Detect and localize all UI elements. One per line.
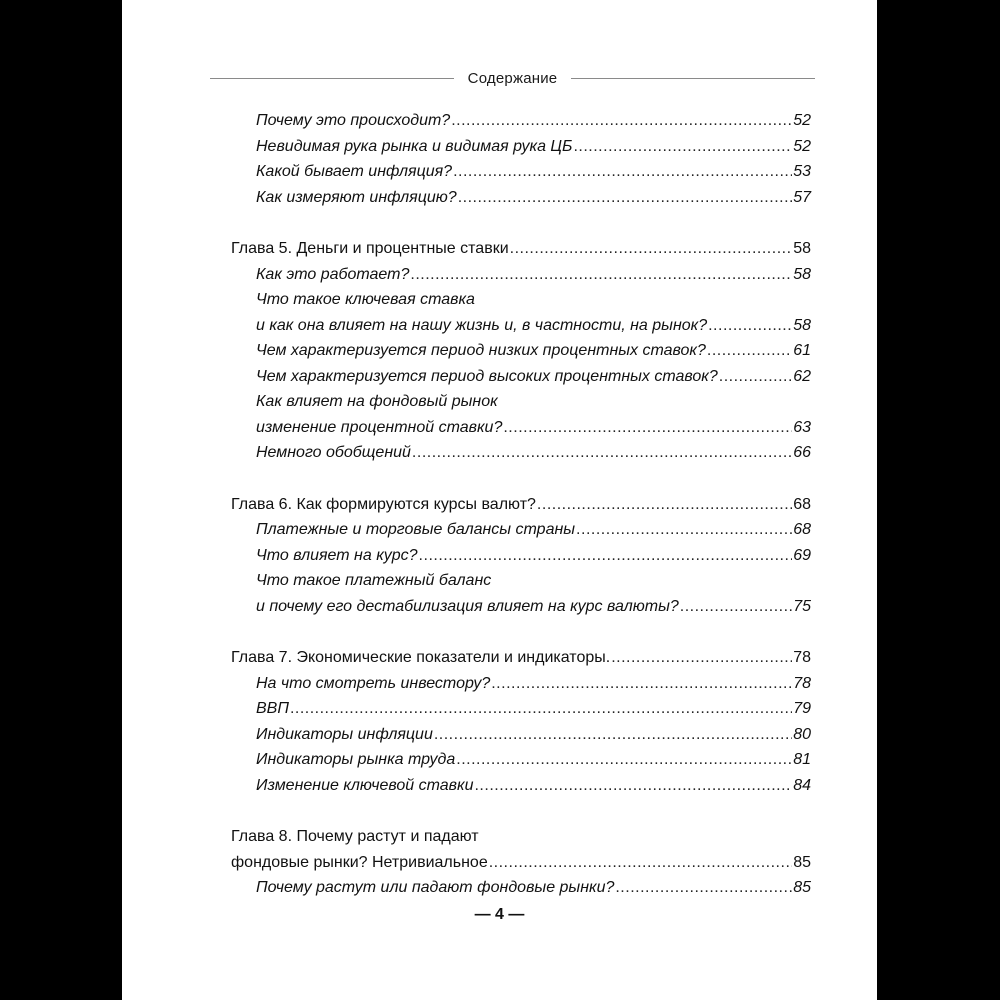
toc-page-number: 85 [793,879,811,896]
toc-chapter-entry[interactable] [231,850,811,876]
toc-entry-title: Как влияет на фондовый рынок [256,393,498,410]
toc-page-number: 78 [793,649,811,666]
toc-entry-title: Почему растут или падают фондовые рынки? [256,879,615,896]
toc-subentry[interactable] [231,262,811,288]
toc-entry-title: Немного обобщений [256,444,411,461]
dot-leader [708,313,792,339]
table-of-contents [231,108,811,901]
toc-chapter-entry[interactable] [231,645,811,671]
section-gap [231,210,811,236]
toc-subentry[interactable] [231,440,811,466]
dot-leader [453,159,792,185]
toc-subentry[interactable] [231,287,811,313]
section-gap [231,798,811,824]
dot-leader [456,747,792,773]
dot-leader [510,236,793,262]
dot-leader [491,671,792,697]
toc-entry-title: Глава 8. Почему растут и падают [231,828,479,845]
toc-entry-title: Что влияет на курс? [256,546,418,564]
dot-leader [503,415,792,441]
dot-leader [680,594,792,620]
toc-subentry[interactable] [231,722,811,748]
toc-entry-title: Индикаторы рынка труда [256,751,456,768]
toc-entry-title: Платежные и торговые балансы страны [256,521,576,538]
toc-subentry[interactable] [231,338,811,364]
toc-subentry[interactable] [231,568,811,594]
toc-page-number: 79 [793,700,811,717]
toc-page-number: 57 [793,188,811,206]
toc-entry-title: и как она влияет на нашу жизнь и, в частности, на рынок? [256,316,708,334]
toc-subentry[interactable] [231,415,811,441]
toc-entry-title: ВВП [256,700,289,717]
dot-leader [537,492,792,518]
toc-entry-title: Индикаторы инфляции [256,725,433,743]
toc-subentry[interactable] [231,185,811,211]
toc-subentry[interactable] [231,773,811,799]
toc-page-number: 53 [793,163,811,180]
dot-leader [290,696,792,722]
toc-page-number: 61 [793,342,811,359]
toc-entry-title: изменение процентной ставки? [256,418,503,436]
dot-leader [576,517,792,543]
toc-entry-title: Глава 6. Как формируются курсы валют? [231,495,536,513]
toc-subentry[interactable] [231,134,811,160]
toc-page-number: 63 [793,418,811,436]
toc-page-number: 68 [793,495,811,513]
book-page [122,0,877,1000]
toc-entry-title: Как это работает? [256,265,410,283]
toc-entry-title: На что смотреть инвестору? [256,674,491,692]
toc-entry-title: Глава 5. Деньги и процентные ставки [231,240,509,257]
toc-entry-title: Чем характеризуется период низких процентных ставок? [256,342,706,359]
toc-page-number: 58 [793,240,811,257]
toc-page-number: 62 [793,367,811,385]
toc-entry-title: и почему его дестабилизация влияет на курс валюты? [256,597,679,615]
page-title: Содержание [467,69,558,87]
toc-page-number: 52 [793,112,811,129]
toc-subentry[interactable] [231,313,811,339]
dot-leader [434,722,792,748]
dot-leader [615,875,792,901]
dot-leader [410,262,792,288]
toc-entry-title: Изменение ключевой ставки [256,776,474,794]
dot-leader [458,185,793,211]
section-gap [231,466,811,492]
toc-subentry[interactable] [231,671,811,697]
toc-chapter-entry[interactable] [231,824,811,850]
toc-page-number: 80 [793,725,811,743]
toc-entry-title: фондовые рынки? Нетривиальное [231,853,488,871]
toc-page-number: 68 [793,521,811,538]
toc-subentry[interactable] [231,108,811,134]
toc-subentry[interactable] [231,594,811,620]
toc-chapter-entry[interactable] [231,492,811,518]
toc-page-number: 58 [793,265,811,283]
toc-page-number: 75 [793,597,811,615]
dot-leader [611,645,792,671]
toc-subentry[interactable] [231,389,811,415]
toc-page-number: 78 [793,674,811,692]
toc-page-number: 81 [793,751,811,768]
toc-subentry[interactable] [231,543,811,569]
dot-leader [707,338,792,364]
dot-leader [412,440,792,466]
toc-page-number: 84 [793,776,811,794]
toc-subentry[interactable] [231,747,811,773]
dot-leader [719,364,792,390]
header-rule-right [571,78,815,79]
toc-entry-title: Что такое платежный баланс [256,572,492,589]
toc-subentry[interactable] [231,364,811,390]
dot-leader [489,850,792,876]
toc-entry-title: Какой бывает инфляция? [256,163,453,180]
running-header [210,66,815,90]
header-rule-left [210,78,454,79]
dot-leader [419,543,793,569]
toc-entry-title: Почему это происходит? [256,112,451,129]
toc-page-number: 85 [793,853,811,871]
section-gap [231,619,811,645]
toc-subentry[interactable] [231,875,811,901]
dot-leader [474,773,792,799]
dot-leader [451,108,792,134]
toc-page-number: 52 [793,137,811,155]
toc-page-number: 69 [793,546,811,564]
dot-leader [573,134,792,160]
toc-entry-title: Невидимая рука рынка и видимая рука ЦБ [256,137,573,155]
toc-chapter-entry[interactable] [231,236,811,262]
toc-entry-title: Как измеряют инфляцию? [256,188,457,206]
toc-subentry[interactable] [231,696,811,722]
toc-entry-title: Глава 7. Экономические показатели и индикаторы. [231,649,611,666]
toc-subentry[interactable] [231,517,811,543]
toc-page-number: 58 [793,316,811,334]
toc-entry-title: Чем характеризуется период высоких процентных ставок? [256,367,718,385]
page-number: — 4 — [474,906,525,923]
toc-subentry[interactable] [231,159,811,185]
toc-page-number: 66 [793,444,811,461]
toc-entry-title: Что такое ключевая ставка [256,291,475,308]
